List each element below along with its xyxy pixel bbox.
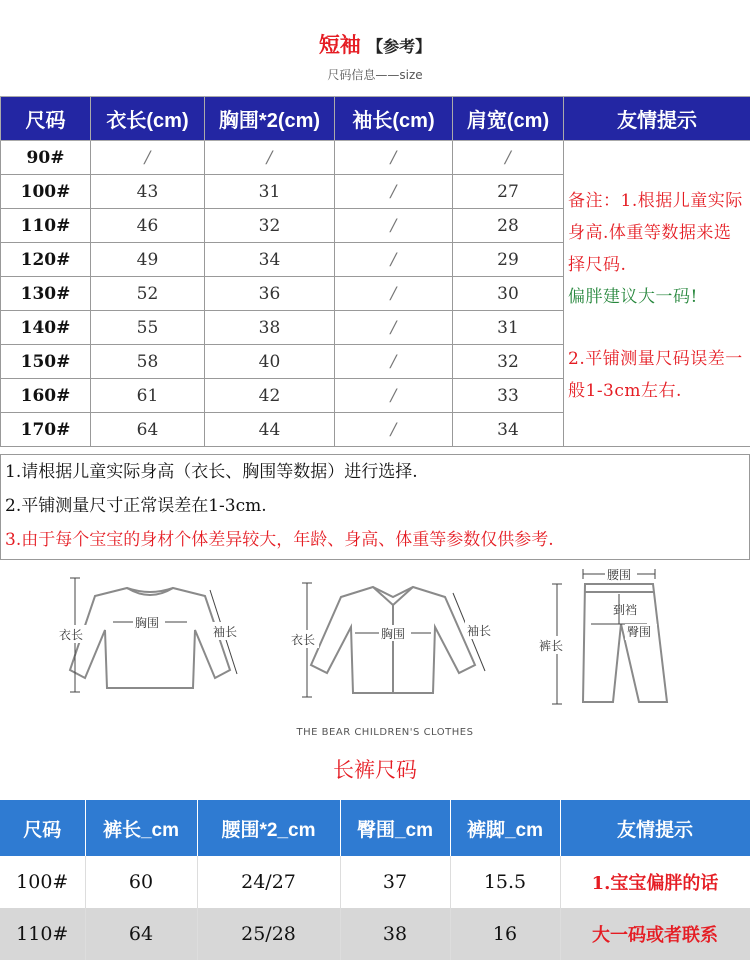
notes-box (0, 454, 750, 560)
cell-length: 55 (91, 311, 205, 345)
cell-length: 43 (91, 175, 205, 209)
cell-tip: 大一码或者联系 (560, 908, 750, 960)
cell-shoulder: 33 (453, 379, 564, 413)
shirt-sleeve-label: 袖长 (467, 624, 492, 638)
cell-sleeve: / (335, 141, 453, 175)
cell-length: 64 (91, 413, 205, 447)
note-3: 3.由于每个宝宝的身材个体差异较大，年龄、身高、体重等参数仅供参考. (5, 530, 554, 550)
sweater-length-label: 衣长 (59, 628, 84, 642)
tips-cell (564, 141, 750, 447)
cell-size: 170# (1, 413, 91, 447)
pants-hip-label: 臀围 (627, 625, 652, 639)
col-length: 衣长(cm) (91, 97, 205, 141)
cell-shoulder: 29 (453, 243, 564, 277)
cell-shoulder: 31 (453, 311, 564, 345)
col-tips: 友情提示 (560, 800, 750, 856)
table-header-row (1, 97, 750, 141)
cell-sleeve: / (335, 243, 453, 277)
sweater-chest-label: 胸围 (135, 616, 160, 630)
cell-leg-opening: 16 (450, 908, 560, 960)
col-leg-opening: 裤脚_cm (450, 800, 560, 856)
cell-length: 58 (91, 345, 205, 379)
table-header-row (0, 800, 750, 856)
cell-chest: / (205, 141, 335, 175)
cell-chest: 40 (205, 345, 335, 379)
cell-size: 90# (1, 141, 91, 175)
cell-size: 140# (1, 311, 91, 345)
cell-chest: 38 (205, 311, 335, 345)
tip-note-1: 备注：1.根据儿童实际身高.体重等数据来选择尺码. (568, 191, 743, 275)
cell-length: 52 (91, 277, 205, 311)
cell-length: / (91, 141, 205, 175)
pants-rise-label: 到裆 (613, 603, 638, 617)
cell-shoulder: 30 (453, 277, 564, 311)
note-2: 2.平铺测量尺寸正常误差在1-3cm. (5, 496, 267, 516)
cell-shoulder: 28 (453, 209, 564, 243)
col-hip: 臀围_cm (340, 800, 450, 856)
cell-shoulder: 32 (453, 345, 564, 379)
cell-waist: 25/28 (197, 908, 340, 960)
cell-chest: 42 (205, 379, 335, 413)
short-sleeve-size-table (0, 96, 750, 447)
cell-chest: 44 (205, 413, 335, 447)
cell-shoulder: / (453, 141, 564, 175)
col-waist: 腰围*2_cm (197, 800, 340, 856)
col-chest: 胸围*2(cm) (205, 97, 335, 141)
cell-size: 110# (0, 908, 85, 960)
cell-tip: 1.宝宝偏胖的话 (560, 856, 750, 908)
sweater-sleeve-label: 袖长 (213, 625, 238, 639)
table-row (0, 908, 750, 960)
cell-chest: 32 (205, 209, 335, 243)
cell-size: 160# (1, 379, 91, 413)
page-subtitle: 尺码信息——size (327, 68, 423, 82)
cell-pants-length: 64 (85, 908, 197, 960)
table-row (0, 856, 750, 908)
cell-size: 120# (1, 243, 91, 277)
cell-hip: 37 (340, 856, 450, 908)
cell-size: 100# (1, 175, 91, 209)
cell-length: 61 (91, 379, 205, 413)
pants-length-label: 裤长 (539, 639, 564, 653)
cell-shoulder: 27 (453, 175, 564, 209)
cell-chest: 36 (205, 277, 335, 311)
cell-sleeve: / (335, 277, 453, 311)
cell-hip: 38 (340, 908, 450, 960)
cell-chest: 31 (205, 175, 335, 209)
title-reference-tag: 【参考】 (367, 37, 432, 56)
cell-pants-length: 60 (85, 856, 197, 908)
shirt-length-label: 衣长 (291, 633, 316, 647)
cell-shoulder: 34 (453, 413, 564, 447)
cell-length: 49 (91, 243, 205, 277)
page-title (0, 30, 750, 62)
cell-size: 150# (1, 345, 91, 379)
cell-sleeve: / (335, 413, 453, 447)
cell-length: 46 (91, 209, 205, 243)
col-sleeve: 袖长(cm) (335, 97, 453, 141)
shirt-diagram (285, 575, 500, 705)
pants-size-table (0, 800, 750, 960)
pants-waist-label: 腰围 (607, 568, 632, 582)
cell-leg-opening: 15.5 (450, 856, 560, 908)
tip-note-green: 偏胖建议大一码! (568, 287, 698, 307)
cell-sleeve: / (335, 209, 453, 243)
col-size: 尺码 (1, 97, 91, 141)
table-row (1, 141, 750, 175)
cell-sleeve: / (335, 311, 453, 345)
tip-note-2: 2.平铺测量尺码误差一般1-3cm左右. (568, 349, 743, 401)
cell-size: 110# (1, 209, 91, 243)
cell-size: 130# (1, 277, 91, 311)
sweater-diagram (55, 570, 245, 705)
cell-chest: 34 (205, 243, 335, 277)
brand-caption: THE BEAR CHILDREN'S CLOTHES (296, 727, 474, 738)
cell-sleeve: / (335, 345, 453, 379)
col-pants-length: 裤长_cm (85, 800, 197, 856)
title-short-sleeve: 短袖 (318, 33, 361, 57)
cell-size: 100# (0, 856, 85, 908)
col-size: 尺码 (0, 800, 85, 856)
cell-sleeve: / (335, 379, 453, 413)
col-shoulder: 肩宽(cm) (453, 97, 564, 141)
shirt-chest-label: 胸围 (381, 627, 406, 641)
pants-diagram (535, 562, 675, 712)
note-1: 1.请根据儿童实际身高（衣长、胸围等数据）进行选择. (5, 462, 418, 482)
cell-sleeve: / (335, 175, 453, 209)
col-tips: 友情提示 (564, 97, 750, 141)
cell-waist: 24/27 (197, 856, 340, 908)
pants-section-title: 长裤尺码 (333, 758, 417, 782)
